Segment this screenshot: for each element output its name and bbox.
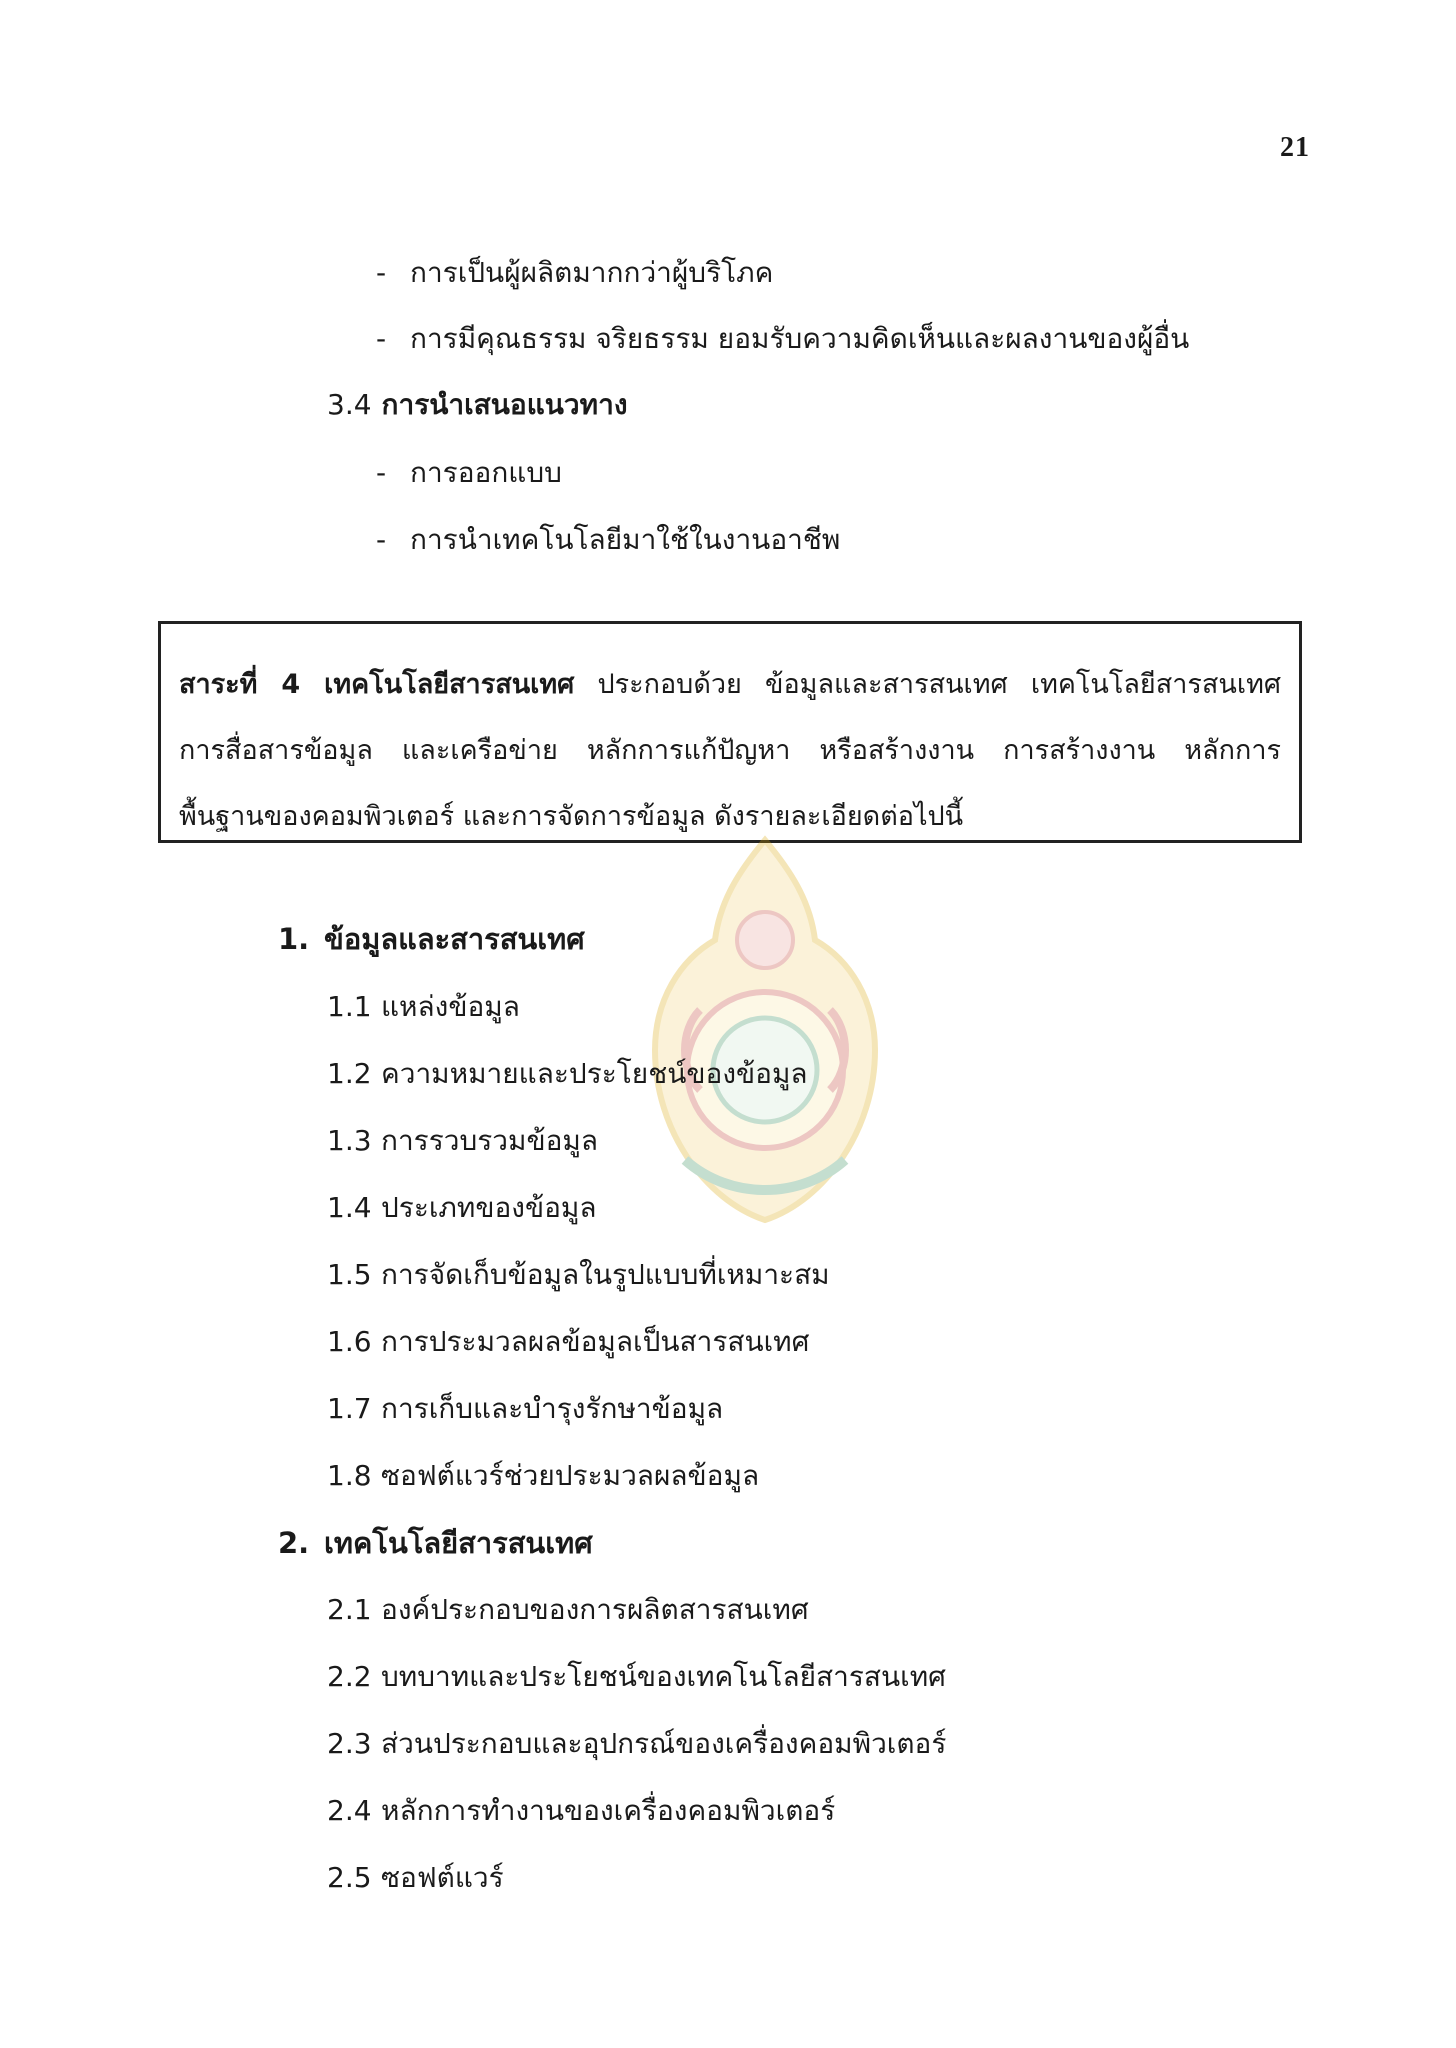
list-item — [327, 1121, 598, 1161]
section-1-heading — [278, 919, 585, 959]
strand-box-line-1 — [179, 652, 1281, 718]
item-text: แหล่งข้อมูล — [381, 990, 520, 1023]
item-number: 2.2 — [327, 1660, 372, 1693]
item-number: 1.3 — [327, 1124, 372, 1157]
list-item — [327, 1791, 835, 1831]
bullet-text: การออกแบบ — [410, 456, 562, 489]
list-item — [327, 1188, 597, 1228]
item-text: การเก็บและบำรุงรักษาข้อมูล — [381, 1392, 724, 1425]
strand-box — [158, 621, 1302, 843]
item-text: ส่วนประกอบและอุปกรณ์ของเครื่องคอมพิวเตอร์ — [381, 1727, 947, 1760]
item-text: การจัดเก็บข้อมูลในรูปแบบที่เหมาะสม — [381, 1258, 830, 1291]
item-number: 2.4 — [327, 1794, 372, 1827]
item-text: หลักการทำงานของเครื่องคอมพิวเตอร์ — [381, 1794, 836, 1827]
item-number: 1.7 — [327, 1392, 372, 1425]
item-number: 2.1 — [327, 1593, 372, 1626]
emblem-watermark-icon — [640, 830, 890, 1230]
bullet-item — [376, 319, 1189, 359]
section-title: เทคโนโลยีสารสนเทศ — [324, 1526, 593, 1560]
bullet-text: การมีคุณธรรม จริยธรรม ยอมรับความคิดเห็นและผลงานของผู้อื่น — [410, 322, 1190, 355]
strand-box-line-3: พื้นฐานของคอมพิวเตอร์ และการจัดการข้อมูล ดังรายละเอียดต่อไปนี้ — [179, 801, 964, 832]
list-item — [327, 1255, 830, 1295]
list-item — [327, 987, 520, 1027]
list-item — [327, 1590, 809, 1630]
item-text: ความหมายและประโยชน์ของข้อมูล — [381, 1057, 808, 1090]
item-number: 1.6 — [327, 1325, 372, 1358]
bullet-dash: - — [376, 456, 387, 489]
item-text: ประเภทของข้อมูล — [381, 1191, 597, 1224]
item-number: 1.2 — [327, 1057, 372, 1090]
section-title: การนำเสนอแนวทาง — [381, 388, 628, 421]
section-number: 2. — [278, 1526, 310, 1560]
bullet-item — [376, 453, 562, 493]
bullet-text: การเป็นผู้ผลิตมากกว่าผู้บริโภค — [410, 256, 774, 289]
list-item — [327, 1858, 504, 1898]
list-item — [327, 1389, 723, 1429]
item-text: ซอฟต์แวร์ — [381, 1861, 504, 1894]
section-3-4-heading — [327, 385, 628, 425]
section-title: ข้อมูลและสารสนเทศ — [324, 922, 585, 956]
item-number: 1.5 — [327, 1258, 372, 1291]
item-text: บทบาทและประโยชน์ของเทคโนโลยีสารสนเทศ — [381, 1660, 946, 1693]
item-number: 1.1 — [327, 990, 372, 1023]
strand-title: สาระที่ 4 เทคโนโลยีสารสนเทศ — [179, 669, 575, 700]
strand-line-1-text: ประกอบด้วย ข้อมูลและสารสนเทศ เทคโนโลยีสารสนเทศ — [574, 669, 1282, 700]
item-number: 2.5 — [327, 1861, 372, 1894]
list-item — [327, 1657, 946, 1697]
list-item — [327, 1054, 808, 1094]
list-item — [327, 1456, 759, 1496]
item-text: การประมวลผลข้อมูลเป็นสารสนเทศ — [381, 1325, 810, 1358]
bullet-dash: - — [376, 523, 387, 556]
item-text: ซอฟต์แวร์ช่วยประมวลผลข้อมูล — [381, 1459, 760, 1492]
item-number: 2.3 — [327, 1727, 372, 1760]
section-2-heading — [278, 1523, 593, 1563]
list-item — [327, 1322, 809, 1362]
item-number: 1.4 — [327, 1191, 372, 1224]
bullet-dash: - — [376, 256, 387, 289]
section-number: 1. — [278, 922, 310, 956]
list-item — [327, 1724, 946, 1764]
bullet-dash: - — [376, 322, 387, 355]
item-text: การรวบรวมข้อมูล — [381, 1124, 599, 1157]
bullet-item — [376, 253, 773, 293]
section-number: 3.4 — [327, 388, 372, 421]
page-number: 21 — [1280, 132, 1310, 163]
item-number: 1.8 — [327, 1459, 372, 1492]
bullet-text: การนำเทคโนโลยีมาใช้ในงานอาชีพ — [410, 523, 841, 556]
bullet-item — [376, 520, 840, 560]
item-text: องค์ประกอบของการผลิตสารสนเทศ — [381, 1593, 809, 1626]
strand-box-line-2: การสื่อสารข้อมูล และเครือข่าย หลักการแก้ปัญหา หรือสร้างงาน การสร้างงาน หลักการ — [179, 735, 1281, 766]
